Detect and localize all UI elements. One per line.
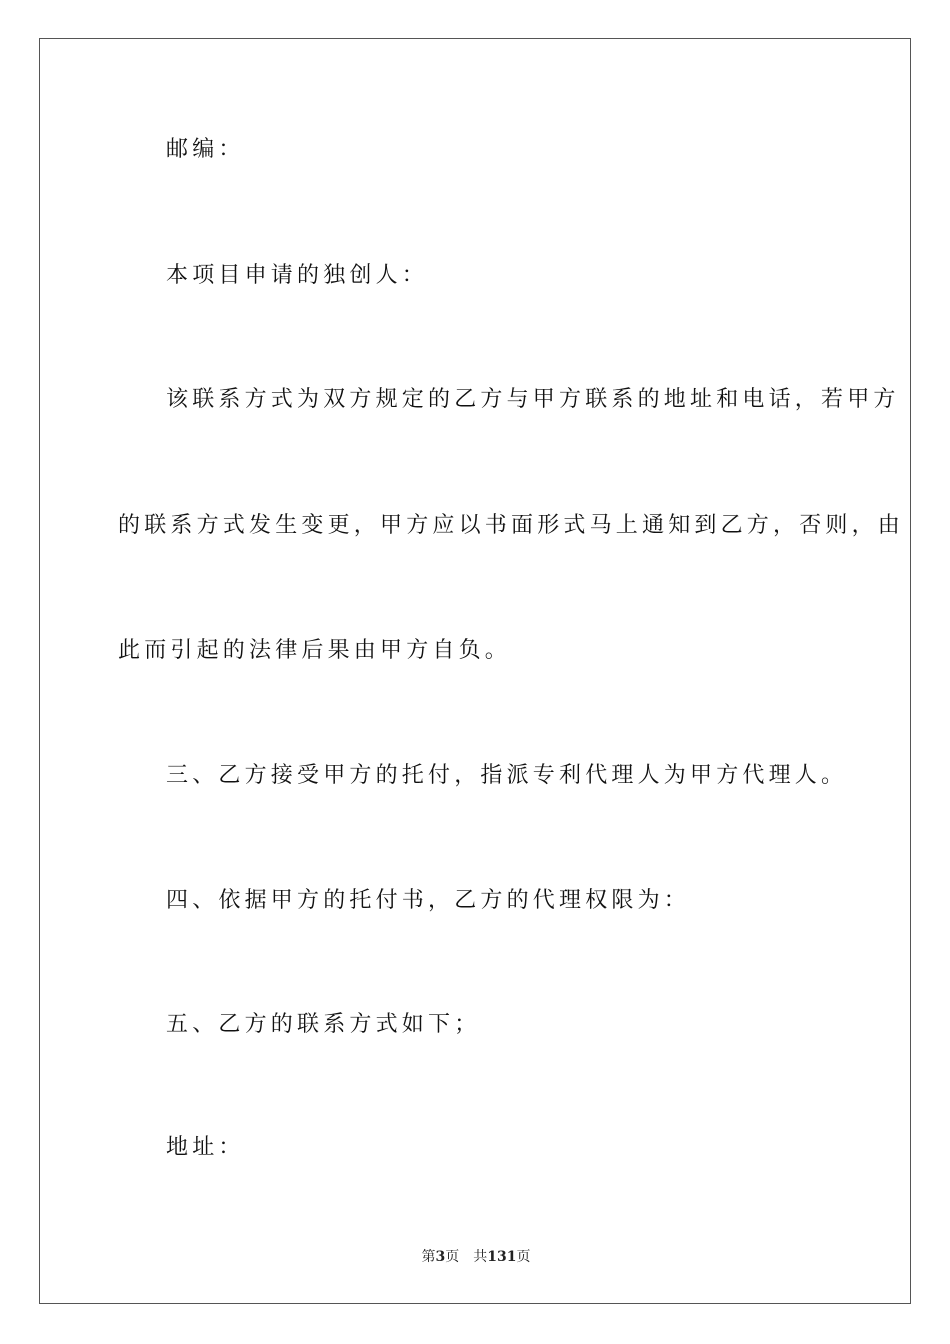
- paragraph-contact-line-1: 该联系方式为双方规定的乙方与甲方联系的地址和电话，若甲方: [166, 387, 900, 412]
- clause-five: 五、乙方的联系方式如下；: [166, 1012, 481, 1037]
- page-footer: [40, 1248, 912, 1266]
- total-suffix: 页: [516, 1249, 531, 1265]
- postcode-label: 邮编：: [166, 137, 245, 162]
- paragraph-contact-line-2: 的联系方式发生变更，甲方应以书面形式马上通知到乙方，否则，由: [118, 513, 905, 538]
- page-prefix: 第: [421, 1249, 436, 1265]
- page-frame: [39, 38, 911, 1304]
- clause-four: 四、依据甲方的托付书，乙方的代理权限为：: [166, 888, 691, 913]
- clause-three: 三、乙方接受甲方的托付，指派专利代理人为甲方代理人。: [166, 763, 848, 788]
- address-label: 地址：: [166, 1135, 245, 1160]
- total-prefix: 共: [473, 1249, 488, 1265]
- total-pages: 131: [487, 1249, 517, 1265]
- inventor-label: 本项目申请的独创人：: [166, 263, 429, 288]
- paragraph-contact-line-3: 此而引起的法律后果由甲方自负。: [118, 638, 512, 663]
- page-suffix: 页: [445, 1249, 460, 1265]
- page-number: 3: [435, 1249, 446, 1265]
